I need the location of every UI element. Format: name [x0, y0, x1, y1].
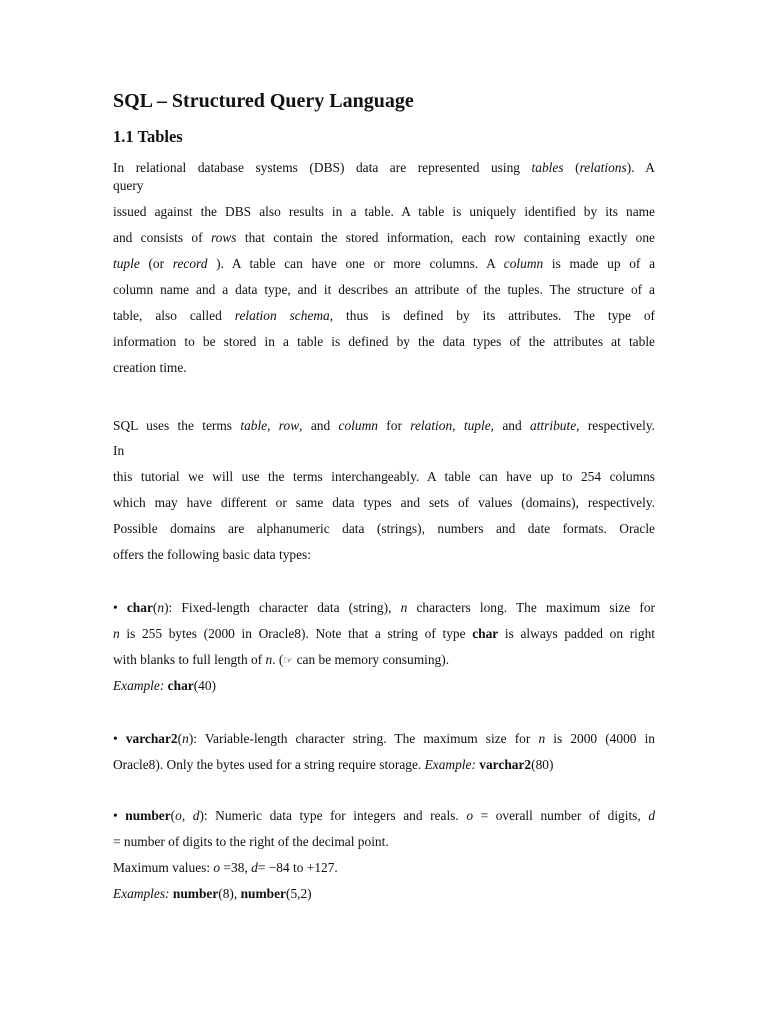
paragraph-tables — [113, 155, 655, 381]
text-line: column name and a data type, and it describes an attribute of the tuples. The structure of a — [113, 282, 655, 297]
text-line: Possible domains are alphanumeric data (strings), numbers and date formats. Oracle — [113, 521, 655, 536]
text-line: In relational database systems (DBS) data are represented using tables (relations). A — [113, 160, 655, 175]
text-line: SQL uses the terms table, row, and column for relation, tuple, and attribute, respectively. — [113, 418, 655, 433]
text-line: and consists of rows that contain the stored information, each row containing exactly one — [113, 230, 655, 245]
text-line: creation time. — [113, 360, 187, 375]
section-heading: 1.1 Tables — [113, 127, 183, 146]
text-line: issued against the DBS also results in a table. A table is uniquely identified by its name — [113, 204, 655, 219]
text-line: this tutorial we will use the terms interchangeably. A table can have up to 254 columns — [113, 469, 655, 484]
paragraph-terms — [113, 413, 655, 568]
pointing-hand-icon: ☞ — [283, 654, 294, 667]
text-line: • varchar2(n): Variable-length character string. The maximum size for n is 2000 (4000 in — [113, 731, 655, 746]
text-line: tuple (or record ). A table can have one or more columns. A column is made up of a — [113, 256, 655, 271]
example-line: Example: char(40) — [113, 678, 217, 693]
page-title: SQL – Structured Query Language — [113, 90, 414, 112]
text-line: offers the following basic data types: — [113, 547, 311, 562]
datatype-varchar2 — [113, 726, 655, 778]
text-line: = number of digits to the right of the decimal point. — [113, 834, 389, 849]
text-line: • char(n): Fixed-length character data (string), n characters long. The maximum size for — [113, 600, 655, 615]
datatype-char — [113, 595, 655, 699]
text-line: table, also called relation schema, thus is defined by its attributes. The type of — [113, 308, 655, 323]
text-line: query — [113, 178, 144, 193]
text-line: Maximum values: o =38, d= −84 to +127. — [113, 860, 338, 875]
text-line: n is 255 bytes (2000 in Oracle8). Note that a string of type char is always padded on right — [113, 626, 655, 641]
text-line: In — [113, 443, 125, 458]
datatype-number — [113, 803, 655, 907]
text-line: • number(o, d): Numeric data type for integers and reals. o = overall number of digits, d — [113, 808, 655, 823]
text-line: Oracle8). Only the bytes used for a string require storage. Example: varchar2(80) — [113, 757, 554, 772]
example-line: Examples: number(8), number(5,2) — [113, 886, 312, 901]
text-line: which may have different or same data types and sets of values (domains), respectively. — [113, 495, 655, 510]
text-line: with blanks to full length of n. (☞ can be memory consuming). — [113, 652, 450, 667]
text-line: information to be stored in a table is defined by the data types of the attributes at table — [113, 334, 655, 349]
